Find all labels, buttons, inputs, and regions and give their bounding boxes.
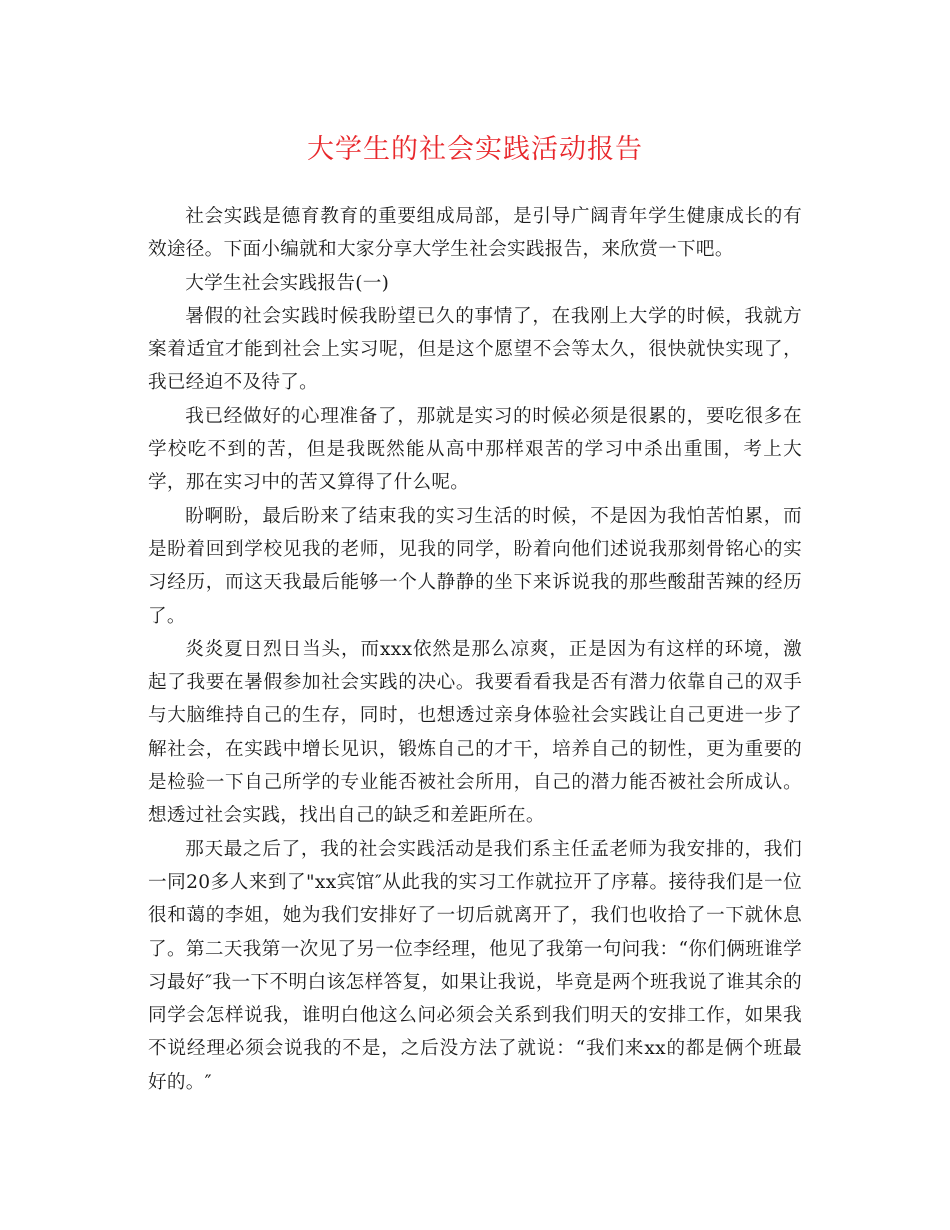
paragraph: 盼啊盼，最后盼来了结束我的实习生活的时候，不是因为我怕苦怕累，而是盼着回到学校见我的老师，见我的同学，盼着向他们述说我那刻骨铭心的实习经历，而这天我最后能够一个人静静的坐下来诉说我的那些酸甜苦辣的经历了。 xyxy=(148,505,802,627)
paragraph: 暑假的社会实践时候我盼望已久的事情了，在我刚上大学的时候，我就方案着适宜才能到社会上实习呢，但是这个愿望不会等太久，很快就快实现了，我已经迫不及待了。 xyxy=(148,305,802,394)
paragraph-intro: 社会实践是德育教育的重要组成局部，是引导广阔青年学生健康成长的有效途径。下面小编就和大家分享大学生社会实践报告，来欣赏一下吧。 xyxy=(148,206,802,261)
paragraph: 那天最之后了，我的社会实践活动是我们系主任孟老师为我安排的，我们一同20多人来到了"xx宾馆″从此我的实习工作就拉开了序幕。接待我们是一位很和蔼的李姐，她为我们安排好了一切后就离开了，我们也收拾了一下就休息了。第二天我第一次见了另一位李经理，他见了我第一句问我：“你们俩班谁学习最好″我一下不明白该怎样答复，如果让我说，毕竟是两个班我说了谁其余的同学会怎样说我，谁明白他这么问必须会关系到我们明天的安排工作，如果我不说经理必须会说我的不是，之后没方法了就说：“我们来xx的都是俩个班最好的。″ xyxy=(148,838,802,1093)
paragraph: 炎炎夏日烈日当头，而xxx依然是那么凉爽，正是因为有这样的环境，激起了我要在暑假参加社会实践的决心。我要看看我是否有潜力依靠自己的双手与大脑维持自己的生存，同时，也想透过亲身体验社会实践让自己更进一步了解社会，在实践中增长见识，锻炼自己的才干，培养自己的韧性，更为重要的是检验一下自己所学的专业能否被社会所用，自己的潜力能否被社会所成认。想透过社会实践，找出自己的缺乏和差距所在。 xyxy=(148,638,802,827)
section-heading: 大学生社会实践报告(一) xyxy=(185,272,390,294)
paragraph: 我已经做好的心理准备了，那就是实习的时候必须是很累的，要吃很多在学校吃不到的苦，但是我既然能从高中那样艰苦的学习中杀出重围，考上大学，那在实习中的苦又算得了什么呢。 xyxy=(148,405,802,494)
document-title: 大学生的社会实践活动报告 xyxy=(307,134,643,165)
